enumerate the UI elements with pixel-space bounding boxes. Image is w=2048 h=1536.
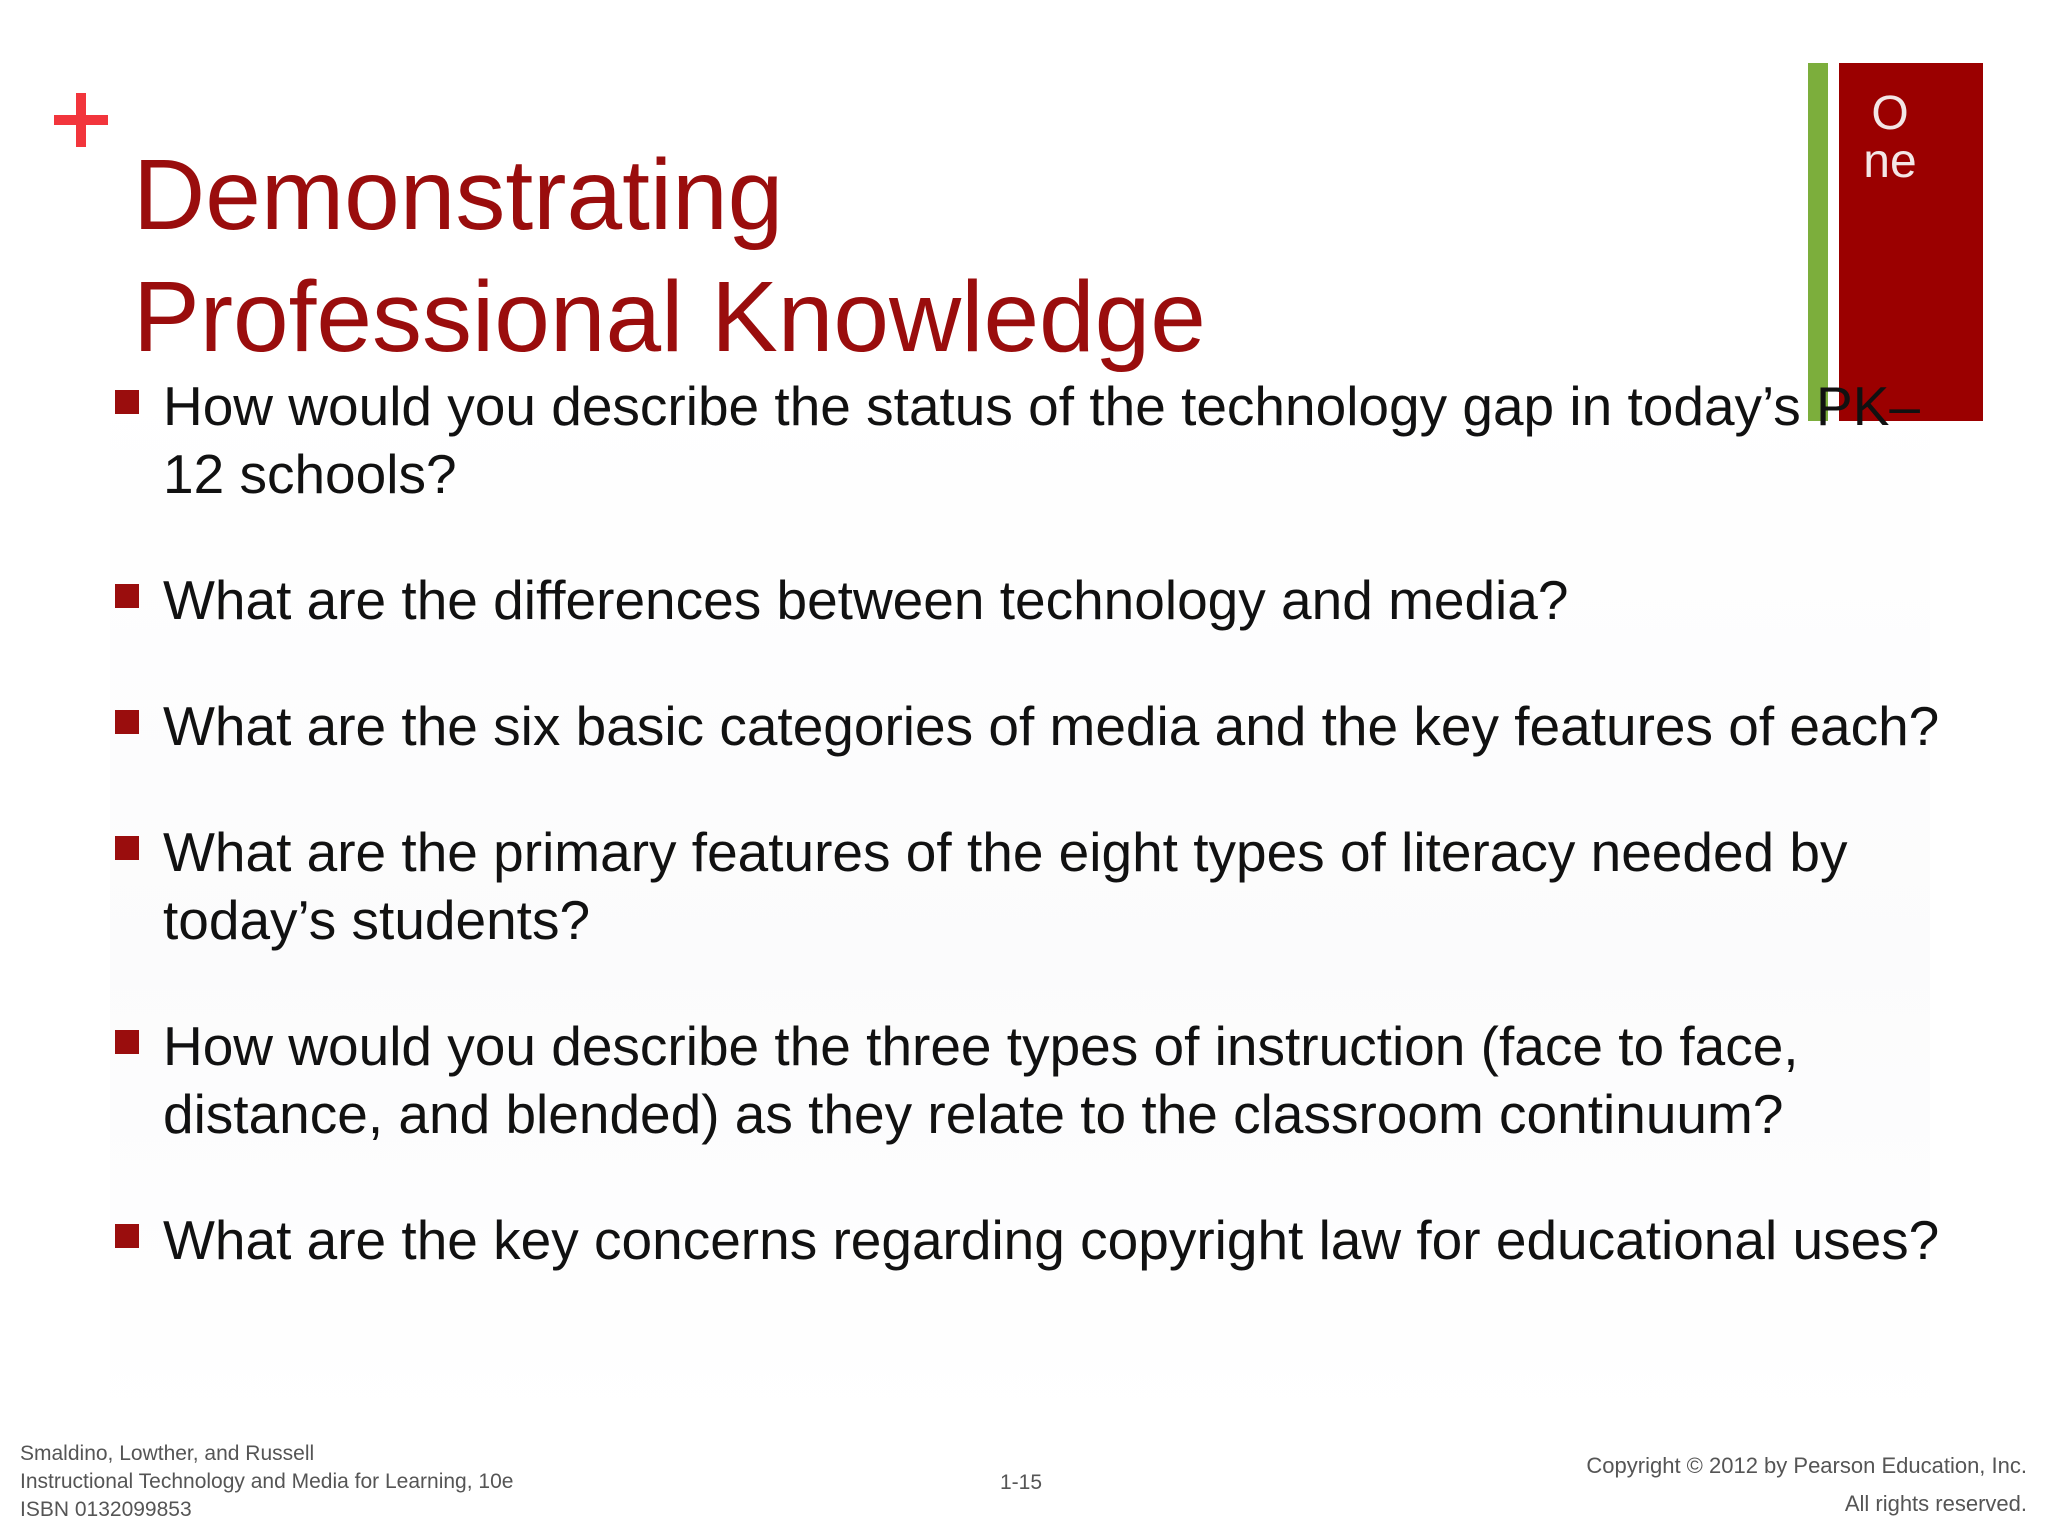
footer-copyright — [1586, 1447, 2027, 1523]
bullet-item — [113, 692, 1943, 760]
bullet-text: What are the key concerns regarding copyright law for educational uses? — [163, 1209, 1940, 1271]
bullet-item — [113, 566, 1943, 634]
slide-number: 1-15 — [1000, 1471, 1043, 1494]
plus-icon — [54, 93, 108, 147]
footer-book-title: Instructional Technology and Media for Learning, 10e — [20, 1470, 514, 1493]
bullet-item — [113, 1206, 1943, 1274]
square-bullet-icon — [115, 1224, 139, 1248]
footer-isbn: ISBN 0132099853 — [20, 1498, 192, 1521]
bullet-text: What are the six basic categories of media and the key features of each? — [163, 695, 1940, 757]
bullet-item — [113, 1012, 1943, 1148]
rights-text: All rights reserved. — [1844, 1491, 2027, 1516]
green-accent-bar — [1808, 63, 1828, 421]
slide-title-line-2: Professional Knowledge — [133, 261, 1206, 373]
footer-citation — [20, 1440, 513, 1524]
bullet-text: What are the primary features of the eight types of literacy needed by today’s students? — [163, 821, 1848, 951]
bullet-text: How would you describe the status of the technology gap in today’s PK–12 schools? — [163, 375, 1921, 505]
footer-authors: Smaldino, Lowther, and Russell — [20, 1442, 315, 1465]
bullet-text: What are the differences between technology and media? — [163, 569, 1569, 631]
square-bullet-icon — [115, 1030, 139, 1054]
bullet-list — [113, 372, 1943, 1332]
chapter-label: One — [1863, 87, 1917, 188]
bullet-text: How would you describe the three types of instruction (face to face, distance, and blended) as they relate to the classroom continuum? — [163, 1015, 1799, 1145]
slide-title — [133, 134, 1206, 378]
bullet-item — [113, 372, 1943, 508]
square-bullet-icon — [115, 710, 139, 734]
copyright-text: Copyright © 2012 by Pearson Education, Inc. — [1586, 1453, 2027, 1478]
slide-title-line-1: Demonstrating — [133, 139, 784, 251]
square-bullet-icon — [115, 390, 139, 414]
square-bullet-icon — [115, 836, 139, 860]
square-bullet-icon — [115, 584, 139, 608]
bullet-item — [113, 818, 1943, 954]
